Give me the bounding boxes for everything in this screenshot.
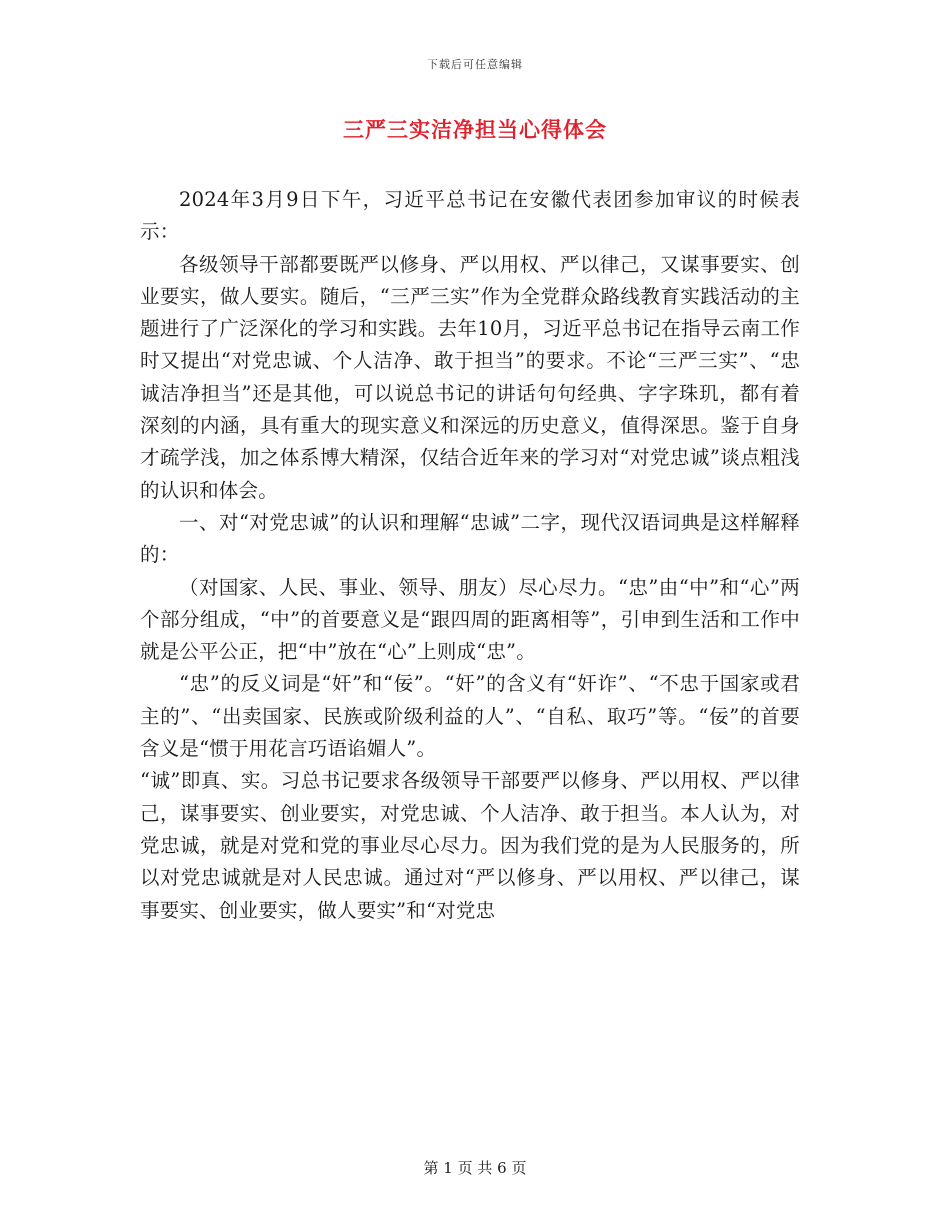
paragraph-6: “诚”即真、实。习总书记要求各级领导干部要严以修身、严以用权、严以律己，谋事要实、创业要实，对党忠诚、个人洁净、敢于担当。本人认为，对党忠诚，就是对党和党的事业尽心尽力。因为我们党的是为人民服务的，所以对党忠诚就是对人民忠诚。通过对“严以修身、严以用权、严以律己，谋事要实、创业要实，做人要实”和“对党忠	[140, 769, 800, 922]
document-title: 三严三实洁净担当心得体会	[343, 117, 607, 142]
paragraph-5: “忠”的反义词是“奸”和“佞”。“奸”的含义有“奸诈”、“不忠于国家或君主的”、“出卖国家、民族或阶级利益的人”、“自私、取巧”等。“佞”的首要含义是“惯于用花言巧语谄媚人”。	[140, 672, 800, 761]
page-number-footer: 第 1 页 共 6 页	[423, 1159, 527, 1177]
paragraph-3: 一、对“对党忠诚”的认识和理解“忠诚”二字，现代汉语词典是这样解释的：	[140, 510, 800, 567]
paragraph-1: 2024年3月9日下午，习近平总书记在安徽代表团参加审议的时候表示：	[140, 188, 800, 244]
paragraph-2: 各级领导干部都要既严以修身、严以用权、严以律己，又谋事要实、创业要实，做人要实。随后，“三严三实”作为全党群众路线教育实践活动的主题进行了广泛深化的学习和实践。去年10月，习近平总书记在指导云南工作时又提出“对党忠诚、个人洁净、敢于担当”的要求。不论“三严三实”、“忠诚洁净担当”还是其他，可以说总书记的讲话句句经典、字字珠玑，都有着深刻的内涵，具有重大的现实意义和深远的历史意义，值得深思。鉴于自身才疏学浅，加之体系博大精深，仅结合近年来的学习对“对党忠诚”谈点粗浅的认识和体会。	[140, 252, 800, 502]
header-note: 下载后可任意编辑	[427, 58, 523, 71]
paragraph-4: （对国家、人民、事业、领导、朋友）尽心尽力。“忠”由“中”和“心”两个部分组成，“中”的首要意义是“跟四周的距离相等”，引申到生活和工作中就是公平公正，把“中”放在“心”上则成“忠”。	[140, 575, 800, 664]
document-body	[140, 184, 800, 927]
